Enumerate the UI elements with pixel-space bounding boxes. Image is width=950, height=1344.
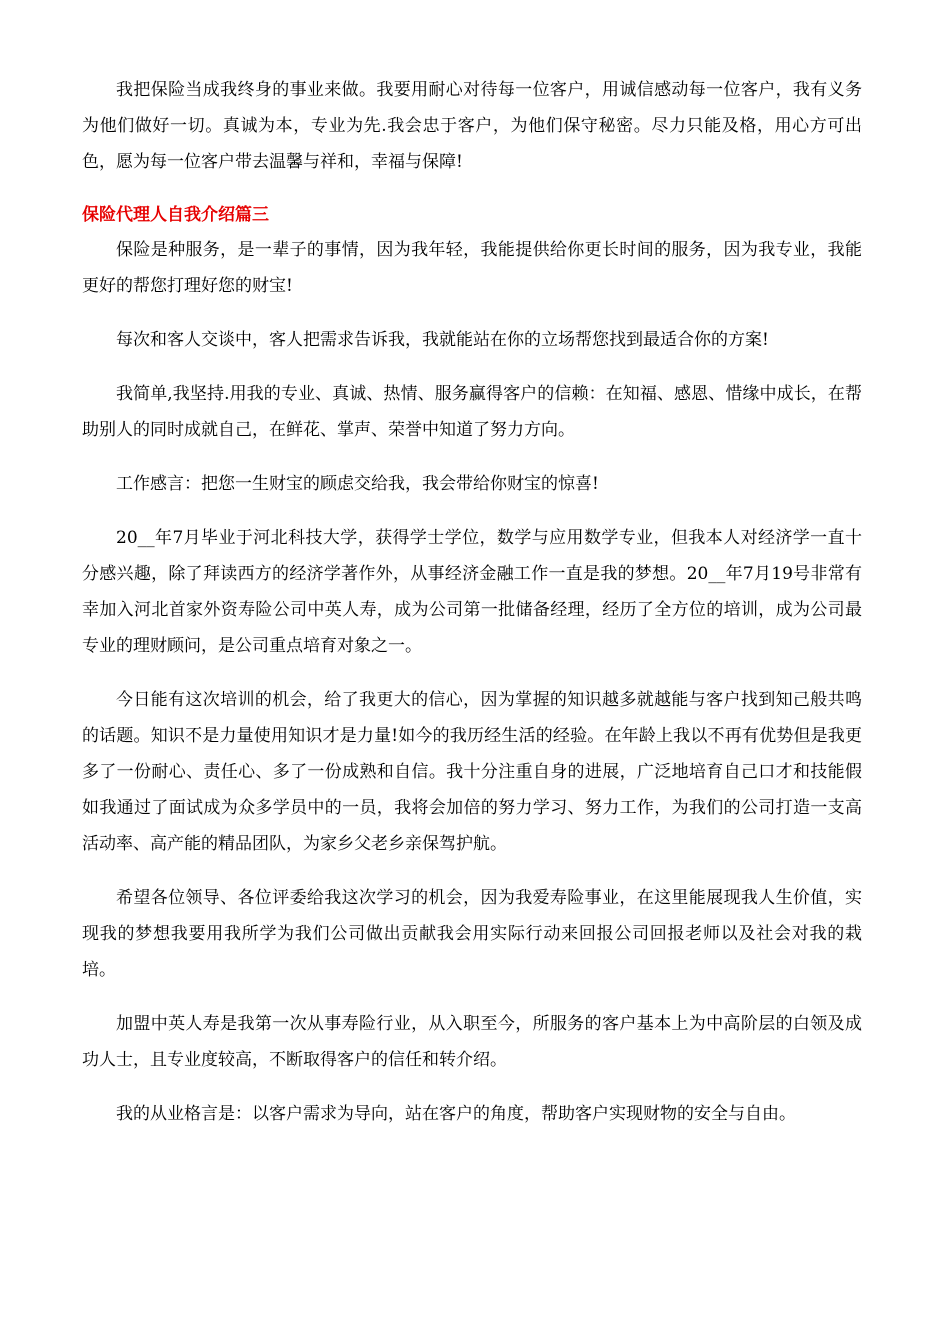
- body-paragraph-7: 希望各位领导、各位评委给我这次学习的机会，因为我爱寿险事业，在这里能展现我人生价值，实现我的梦想我要用我所学为我们公司做出贡献我会用实际行动来回报公司回报老师以及社会对我的栽培。: [82, 888, 862, 980]
- body-paragraph-1: 保险是种服务，是一辈子的事情，因为我年轻，我能提供给你更长时间的服务，因为我专业，我能更好的帮您打理好您的财宝!: [82, 240, 862, 296]
- document-page: [82, 72, 862, 1150]
- intro-paragraph: 我把保险当成我终身的事业来做。我要用耐心对待每一位客户，用诚信感动每一位客户，我有义务为他们做好一切。真诚为本，专业为先.我会忠于客户，为他们保守秘密。尽力只能及格，用心方可出色，愿为每一位客户带去温馨与祥和，幸福与保障!: [82, 80, 862, 172]
- body-paragraph-9: 我的从业格言是：以客户需求为导向，站在客户的角度，帮助客户实现财物的安全与自由。: [116, 1104, 796, 1124]
- body-paragraph-5: 20__年7月毕业于河北科技大学，获得学士学位，数学与应用数学专业，但我本人对经济学一直十分感兴趣，除了拜读西方的经济学著作外，从事经济金融工作一直是我的梦想。20__年7月19号非常有幸加入河北首家外资寿险公司中英人寿，成为公司第一批储备经理，经历了全方位的培训，成为公司最专业的理财顾问，是公司重点培育对象之一。: [82, 528, 862, 656]
- body-paragraph-4: 工作感言：把您一生财宝的顾虑交给我，我会带给你财宝的惊喜!: [116, 474, 599, 494]
- body-paragraph-6: 今日能有这次培训的机会，给了我更大的信心，因为掌握的知识越多就越能与客户找到知己般共鸣的话题。知识不是力量使用知识才是力量!如今的我历经生活的经验。在年龄上我以不再有优势但是我更多了一份耐心、责任心、多了一份成熟和自信。我十分注重自身的进展，广泛地培育自己口才和技能假如我通过了面试成为众多学员中的一员，我将会加倍的努力学习、努力工作，为我们的公司打造一支高活动率、高产能的精品团队，为家乡父老乡亲保驾护航。: [82, 690, 862, 854]
- body-paragraph-8: 加盟中英人寿是我第一次从事寿险行业，从入职至今，所服务的客户基本上为中高阶层的白领及成功人士，且专业度较高，不断取得客户的信任和转介绍。: [82, 1014, 862, 1070]
- body-paragraph-2: 每次和客人交谈中，客人把需求告诉我，我就能站在你的立场帮您找到最适合你的方案!: [116, 330, 769, 350]
- body-paragraph-3: 我简单,我坚持.用我的专业、真诚、热情、服务赢得客户的信赖：在知福、感恩、惜缘中成长，在帮助别人的同时成就自己，在鲜花、掌声、荣誉中知道了努力方向。: [82, 384, 862, 440]
- section-heading: 保险代理人自我介绍篇三: [82, 205, 269, 225]
